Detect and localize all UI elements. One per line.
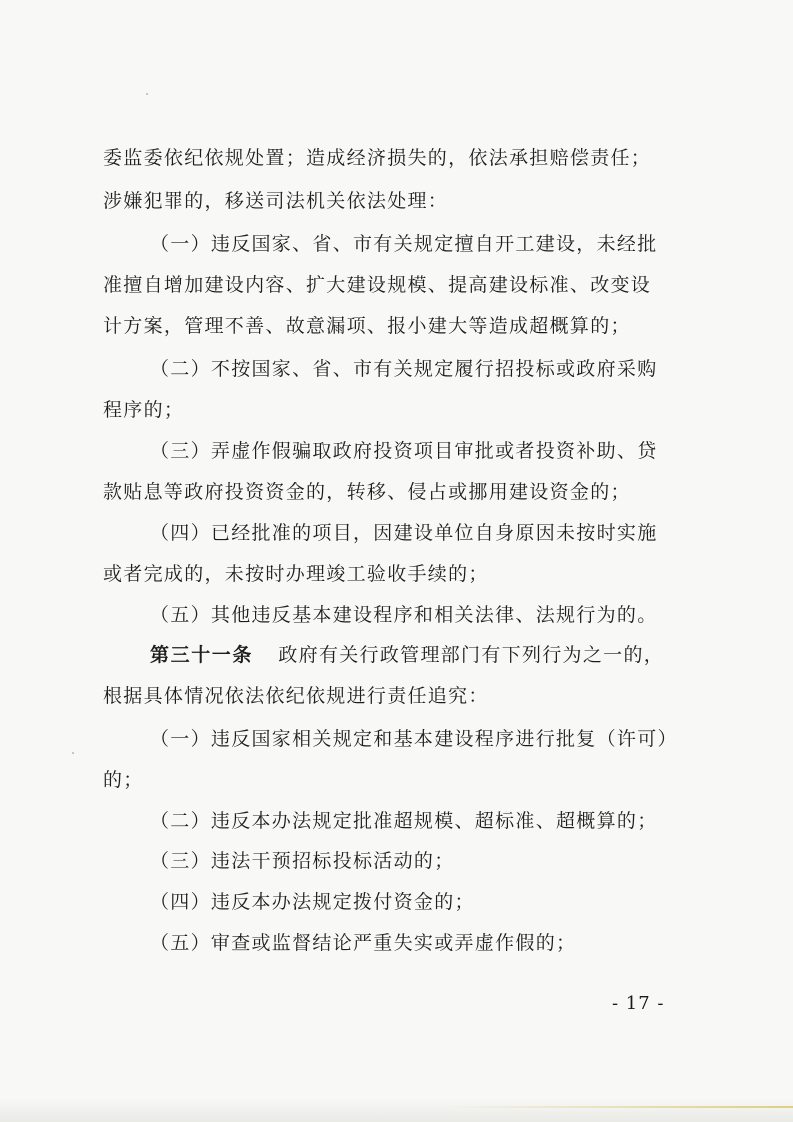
bottom-scan-shadow — [0, 1098, 793, 1122]
bottom-edge-line — [445, 1106, 793, 1108]
clause-1-line-2: 准擅自增加建设内容、扩大建设规模、提高建设标准、改变设 — [103, 274, 652, 296]
article-title: 第三十一条 — [150, 644, 254, 666]
article-31-line-2: 根据具体情况依法依纪依规进行责任追究： — [103, 685, 489, 707]
clause-5-line-1: （五）其他违反基本建设程序和相关法律、法规行为的。 — [150, 604, 658, 626]
article-item-1-line-2: 的； — [103, 769, 144, 791]
body-line-1: 委监委依纪依规处置；造成经济损失的，依法承担赔偿责任； — [103, 147, 652, 169]
clause-3-line-1: （三）弄虚作假骗取政府投资项目审批或者投资补助、贷 — [150, 440, 658, 462]
clause-1-line-1: （一）违反国家、省、市有关规定擅自开工建设，未经批 — [150, 233, 658, 255]
article-text: 政府有关行政管理部门有下列行为之一的， — [278, 644, 665, 666]
page-number: - 17 - — [612, 993, 665, 1014]
article-item-2: （二）违反本办法规定批准超规模、超标准、超概算的； — [150, 810, 658, 832]
clause-2-line-1: （二）不按国家、省、市有关规定履行招投标或政府采购 — [150, 358, 658, 380]
clause-3-line-2: 款贴息等政府投资资金的，转移、侵占或挪用建设资金的； — [103, 481, 631, 503]
article-item-4: （四）违反本办法规定拨付资金的； — [150, 891, 475, 913]
clause-4-line-1: （四）已经批准的项目，因建设单位自身原因未按时实施 — [150, 522, 658, 544]
article-item-3: （三）违法干预招标投标活动的； — [150, 850, 455, 872]
article-item-1-line-1: （一）违反国家相关规定和基本建设程序进行批复（许可） — [150, 728, 678, 750]
clause-1-line-3: 计方案，管理不善、故意漏项、报小建大等造成超概算的； — [103, 315, 631, 337]
clause-4-line-2: 或者完成的，未按时办理竣工验收手续的； — [103, 563, 489, 585]
body-line-2: 涉嫌犯罪的，移送司法机关依法处理： — [103, 190, 449, 212]
clause-2-line-2: 程序的； — [103, 399, 185, 421]
scan-speck — [146, 93, 148, 95]
article-item-5: （五）审查或监督结论严重失实或弄虚作假的； — [150, 932, 577, 954]
article-31-line-1 — [150, 643, 750, 667]
scan-speck — [72, 752, 74, 754]
